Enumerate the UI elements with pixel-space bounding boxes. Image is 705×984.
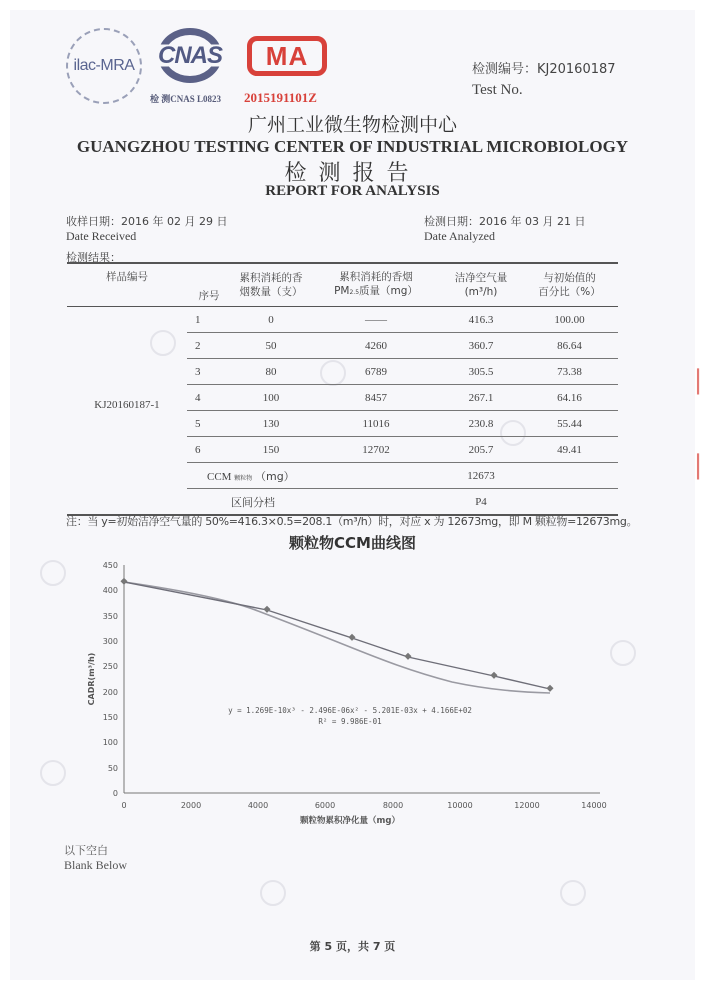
red-stamp-fragment: ▕ — [682, 455, 699, 480]
table-header-row — [67, 263, 618, 307]
measured-line — [124, 582, 550, 689]
sample-id-cell: KJ20160187-1 — [94, 398, 160, 411]
red-stamp-fragment: ▕ — [682, 370, 699, 395]
y-tick: 350 — [102, 612, 118, 621]
blank-below: 以下空白 Blank Below — [64, 844, 127, 872]
results-label: 检测结果： — [66, 251, 121, 264]
ccm-curve-chart — [80, 555, 620, 835]
y-tick: 250 — [102, 662, 118, 671]
chart-title: 颗粒物CCM曲线图 — [289, 534, 416, 552]
watermark-icon — [560, 880, 586, 906]
watermark-icon — [260, 880, 286, 906]
y-axis-label: CADR(m³/h) — [87, 652, 96, 706]
y-tick: 0 — [112, 789, 118, 798]
table-row: 6 150 12702 205.7 49.41 — [67, 437, 618, 463]
cnas-logo: CNAS — [150, 28, 230, 83]
center-name-en: GUANGZHOU TESTING CENTER OF INDUSTRIAL MICROBIOLOGY — [76, 137, 629, 156]
svg-text:2000: 2000 — [180, 801, 202, 810]
center-name-cn: 广州工业微生物检测中心 — [247, 114, 457, 136]
svg-text:12000: 12000 — [514, 801, 540, 810]
grade-row: 区间分档 P4 — [67, 489, 618, 516]
y-tick: 50 — [107, 764, 118, 773]
watermark-icon — [40, 560, 66, 586]
ccm-row: CCM 颗粒物 （mg） 12673 — [67, 463, 618, 489]
y-tick: 400 — [102, 586, 118, 595]
header-seq: 序号 — [198, 290, 220, 302]
cnas-accreditation-number: 检 测CNAS L0823 — [150, 94, 222, 104]
table-row: KJ20160187-1 1 0 —— 416.3 100.00 — [67, 307, 618, 333]
y-tick: 300 — [102, 637, 118, 646]
fit-curve — [124, 582, 550, 693]
grade-value: P4 — [441, 489, 521, 516]
cma-certificate-number: 2015191101Z — [244, 90, 317, 105]
table-row: 2 50 4260 360.7 86.64 — [67, 333, 618, 359]
report-title-en: REPORT FOR ANALYSIS — [265, 183, 440, 199]
header-cig-count: 累积消耗的香 烟数量（支） — [239, 272, 303, 298]
svg-text:4000: 4000 — [247, 801, 269, 810]
svg-text:0: 0 — [121, 801, 127, 810]
svg-text:14000: 14000 — [581, 801, 607, 810]
header-cadr: 洁净空气量 (m³/h) — [454, 272, 508, 298]
cma-logo: MA — [247, 36, 327, 76]
r-squared: R² = 9.986E-01 — [318, 717, 382, 726]
y-tick: 150 — [102, 713, 118, 722]
date-analyzed: 检测日期：2016 年 03 月 21 日 Date Analyzed — [424, 215, 586, 243]
page-number: 第 5 页，共 7 页 — [309, 940, 396, 953]
svg-text:8000: 8000 — [382, 801, 404, 810]
report-title-cn: 检测报告 — [284, 161, 421, 186]
table-row: 3 80 6789 305.5 73.38 — [67, 359, 618, 385]
table-row: 5 130 11016 230.8 55.44 — [67, 411, 618, 437]
header-sample-no: 样品编号 — [106, 271, 148, 283]
y-tick: 100 — [102, 738, 118, 747]
fit-equation: y = 1.269E-10x³ - 2.496E-06x² - 5.201E-03x + 4.166E+02 — [228, 706, 472, 715]
results-table — [67, 262, 618, 516]
table-row: 4 100 8457 267.1 64.16 — [67, 385, 618, 411]
header-pm-mass: 累积消耗的香烟 PM2.5质量（mg） — [334, 271, 418, 297]
watermark-icon — [40, 760, 66, 786]
ilac-mra-logo: ilac-MRA — [66, 28, 142, 104]
ccm-value: 12673 — [441, 463, 521, 489]
x-axis-label: 颗粒物累积净化量（mg） — [300, 816, 400, 826]
date-received: 收样日期：2016 年 02 月 29 日 Date Received — [66, 215, 228, 243]
header-percent: 与初始值的 百分比（%） — [538, 272, 601, 298]
svg-text:10000: 10000 — [447, 801, 473, 810]
calculation-note: 注：当 y=初始洁净空气量的 50%=416.3×0.5=208.1（m³/h）时，对应 x 为 12673mg，即 M 颗粒物=12673mg。 — [66, 515, 638, 528]
test-number: 检测编号：KJ20160187 Test No. — [472, 62, 616, 98]
svg-text:6000: 6000 — [314, 801, 336, 810]
y-tick: 200 — [102, 688, 118, 697]
y-tick: 450 — [102, 561, 118, 570]
